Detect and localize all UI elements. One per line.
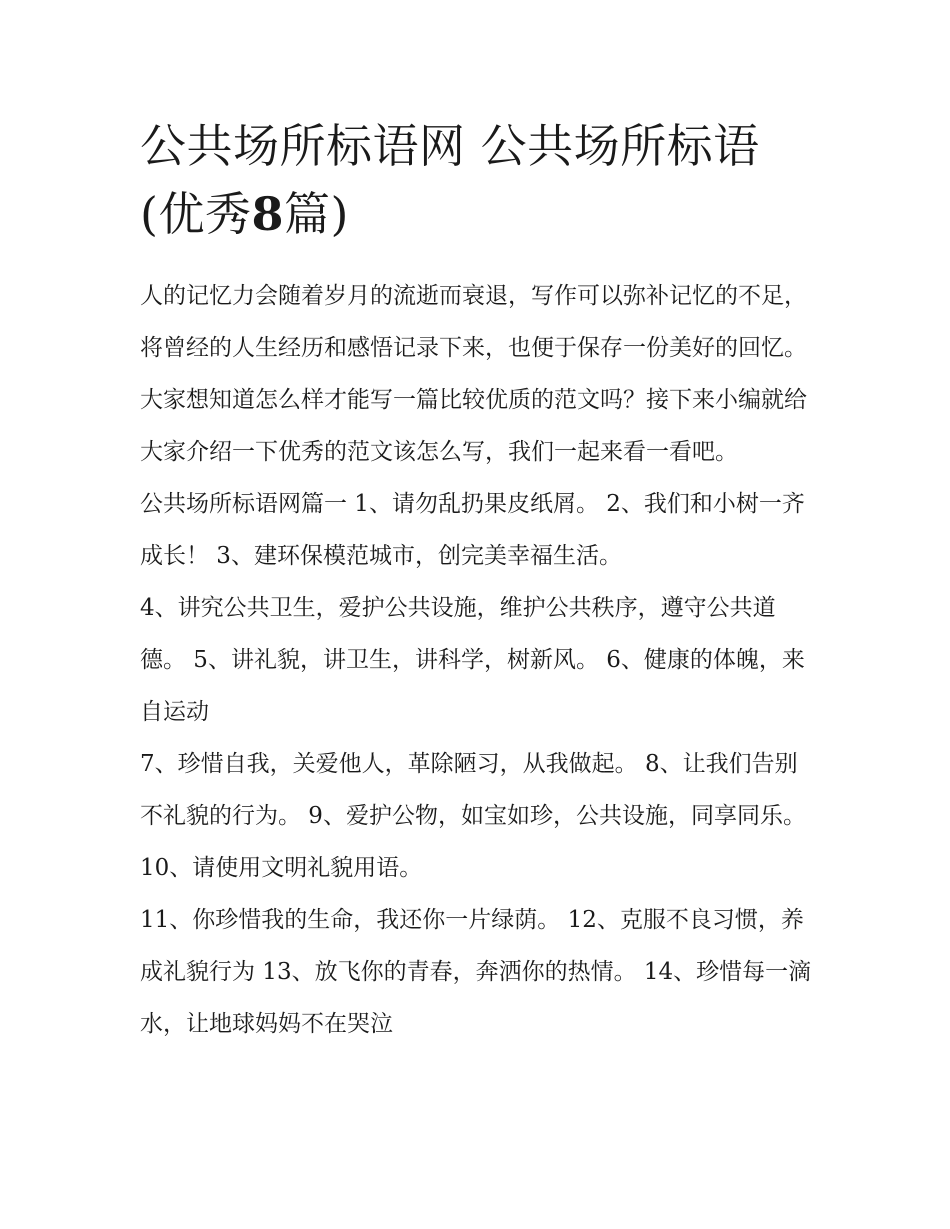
title-number: 8 [251, 187, 284, 241]
intro-paragraph: 人的记忆力会随着岁月的流逝而衰退，写作可以弥补记忆的不足，将曾经的人生经历和感悟记录下来，也便于保存一份美好的回忆。大家想知道怎么样才能写一篇比较优质的范文吗？接下来小编就给大家介绍一下优秀的范文该怎么写，我们一起来看一看吧。 [140, 283, 807, 465]
slogan-paragraph-3: 7、珍惜自我，关爱他人，革除陋习，从我做起。 8、让我们告别不礼貌的行为。 9、爱护公物，如宝如珍，公共设施，同享同乐。 10、请使用文明礼貌用语。 [140, 751, 806, 881]
slogan-paragraph-1: 公共场所标语网篇一 1、请勿乱扔果皮纸屑。 2、我们和小树一齐成长！ 3、建环保模范城市，创完美幸福生活。 [140, 491, 805, 569]
title-suffix: 篇) [283, 187, 349, 241]
document-title [140, 112, 816, 248]
slogan-paragraph-2: 4、讲究公共卫生，爱护公共设施，维护公共秩序，遵守公共道德。 5、讲礼貌，讲卫生，讲科学，树新风。 6、健康的体魄，来自运动 [140, 595, 805, 725]
document-page [140, 112, 816, 1050]
slogan-paragraph-4: 11、你珍惜我的生命，我还你一片绿荫。 12、克服不良习惯，养成礼貌行为 13、放飞你的青春，奔洒你的热情。 14、珍惜每一滴水，让地球妈妈不在哭泣 [140, 907, 812, 1037]
title-text: 公共场所标语网 公共场所标语(优秀 [140, 119, 760, 241]
